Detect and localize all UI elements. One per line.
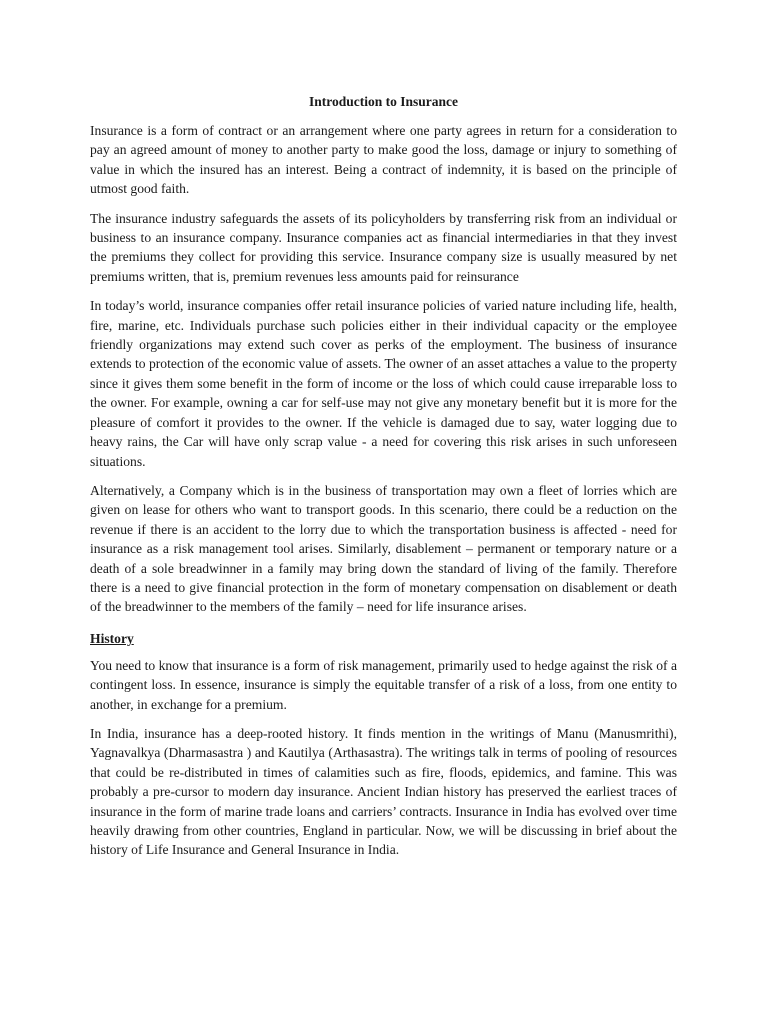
paragraph-insurance-definition: Insurance is a form of contract or an arrangement where one party agrees in return for a consideration to pay an agreed amount of money to another party to make good the loss, damage or injury to something of value in which the insured has an interest. Being a contract of indemnity, it is based on the principle of utmost good faith. bbox=[90, 123, 677, 197]
paragraph-transportation-example: Alternatively, a Company which is in the business of transportation may own a fleet of lorries which are given on lease for others who want to transport goods. In this scenario, there could be a reduction on the revenue if there is an accident to the lorry due to which the transportation business is affected - need for insurance as a risk management tool arises. Similarly, disablement – permanent or temporary nature or a death of a sole breadwinner in a family may bring down the standard of living of the family. Therefore there is a need to give financial protection in the form of monetary compensation on disablement or death of the breadwinner to the members of the family – need for life insurance arises. bbox=[90, 482, 677, 615]
document-title: Introduction to Insurance bbox=[308, 94, 459, 109]
paragraph-india-history: In India, insurance has a deep-rooted history. It finds mention in the writings of Manu (Manusmrithi), Yagnavalkya (Dharmasastra ) and Kautilya (Arthasastra). The writings talk in terms of pooling of resources that could be re-distributed in times of calamities such as fire, floods, epidemics, and famine. This was probably a pre-cursor to modern day insurance. Ancient Indian history has preserved the earliest traces of insurance in the form of marine trade loans and carriers’ contracts. Insurance in India has evolved over time heavily drawing from other countries, England in particular. Now, we will be discussing in brief about the history of Life Insurance and General Insurance in India. bbox=[90, 725, 677, 858]
paragraph-risk-management: You need to know that insurance is a form of risk management, primarily used to hedge against the risk of a contingent loss. In essence, insurance is simply the equitable transfer of a risk of a loss, from one entity to another, in exchange for a premium. bbox=[90, 657, 677, 712]
paragraph-insurance-industry: The insurance industry safeguards the assets of its policyholders by transferring risk from an individual or business to an insurance company. Insurance companies act as financial intermediaries in that they invest the premiums they collect for providing this service. Insurance company size is usually measured by net premiums written, that is, premium revenues less amounts paid for reinsurance bbox=[90, 210, 677, 284]
history-heading: History bbox=[90, 630, 134, 646]
document-page bbox=[90, 92, 677, 870]
paragraph-retail-policies: In today’s world, insurance companies offer retail insurance policies of varied nature including life, health, fire, marine, etc. Individuals purchase such policies either in their individual capacity or the employee friendly organizations may extend such cover as perks of the employment. The business of insurance extends to protection of the economic value of assets. The owner of an asset attaches a value to the property since it gives them some benefit in the form of income or the loss of which could cause irreparable loss to the owner. For example, owning a car for self-use may not give any monetary benefit but it is more for the pleasure of comfort it provides to the owner. If the vehicle is damaged due to say, water logging due to heavy rains, the Car will have only scrap value - a need for covering this risk arises in such unforeseen situations. bbox=[90, 298, 677, 469]
